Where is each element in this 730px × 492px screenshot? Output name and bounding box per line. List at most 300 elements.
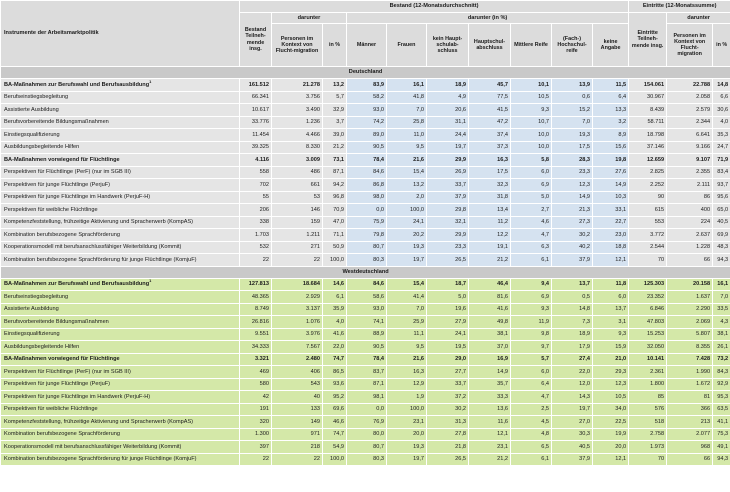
cell-value: 41,8 — [387, 91, 427, 104]
cell-value: 14,9 — [552, 191, 593, 204]
row-label — [1, 229, 240, 242]
cell-value: 13,7 — [552, 278, 593, 291]
darunter-header: darunter — [272, 13, 347, 24]
cell-value: 27,4 — [552, 353, 593, 366]
cell-value: 19,7 — [387, 453, 427, 466]
cell-value: 19,1 — [469, 241, 511, 254]
cell-value: 17,5 — [552, 141, 593, 154]
cell-value: 70 — [629, 254, 667, 267]
cell-value: 11.454 — [240, 129, 272, 142]
cell-value: 78,4 — [347, 154, 387, 167]
row-label — [1, 179, 240, 192]
cell-value: 94,3 — [713, 453, 730, 466]
cell-value: 7,0 — [713, 291, 730, 304]
cell-value: 55 — [240, 191, 272, 204]
cell-value: 4,5 — [511, 416, 552, 429]
cell-value: 84,6 — [347, 166, 387, 179]
cell-value: 2.579 — [667, 104, 713, 117]
cell-value: 27,8 — [427, 428, 469, 441]
cell-value: 19,7 — [387, 254, 427, 267]
row-label — [1, 403, 240, 416]
cell-value: 21,2 — [469, 254, 511, 267]
cell-value: 58,6 — [347, 291, 387, 304]
row-label-text: Berufseinstiegsbegleitung — [4, 94, 69, 101]
cell-value: 1.990 — [667, 366, 713, 379]
row-label — [1, 378, 240, 391]
row-label-text: Perspektiven für junge Flüchtlinge (PerjuF) — [4, 381, 111, 388]
cell-value: 26,5 — [427, 453, 469, 466]
cell-value: 12,3 — [593, 378, 629, 391]
row-label — [1, 328, 240, 341]
cell-value: 93,7 — [713, 179, 730, 192]
cell-value: 73,1 — [323, 154, 347, 167]
row-label-text: Berufsvorbereitende Bildungsmaßnahmen — [4, 119, 109, 126]
cell-value: 28,3 — [552, 154, 593, 167]
cell-value: 93,0 — [347, 303, 387, 316]
cell-value: 5,0 — [511, 191, 552, 204]
cell-value: 10,3 — [593, 191, 629, 204]
column-header: Mittlere Reife — [511, 24, 552, 67]
cell-value: 80,7 — [347, 441, 387, 454]
row-label-text: Kompetenzfeststellung, frühzeitige Aktivierung und Spracherwerb (KompAS) — [4, 418, 194, 425]
cell-value: 7,3 — [552, 316, 593, 329]
cell-value: 543 — [272, 378, 323, 391]
cell-value: 12,1 — [593, 453, 629, 466]
cell-value: 39,0 — [323, 129, 347, 142]
row-label-text: Perspektiven für junge Flüchtlinge (PerjuF) — [4, 181, 111, 188]
cell-value: 18,7 — [427, 278, 469, 291]
cell-value: 1.076 — [272, 316, 323, 329]
cell-value: 19,5 — [427, 341, 469, 354]
row-label-text: Berufseinstiegsbegleitung — [4, 293, 69, 300]
cell-value: 206 — [240, 204, 272, 217]
cell-value: 0,0 — [347, 403, 387, 416]
cell-value: 40,2 — [552, 241, 593, 254]
cell-value: 71,1 — [323, 229, 347, 242]
cell-value: 31,1 — [427, 116, 469, 129]
cell-value: 10,5 — [511, 91, 552, 104]
cell-value: 73,2 — [713, 353, 730, 366]
cell-value: 968 — [667, 441, 713, 454]
cell-value: 32.050 — [629, 341, 667, 354]
cell-value: 30.967 — [629, 91, 667, 104]
row-label — [1, 428, 240, 441]
row-label-text: Kombination berufsbezogene Sprachförderung — [4, 431, 120, 438]
cell-value: 9,5 — [387, 341, 427, 354]
cell-value: 6,5 — [511, 441, 552, 454]
cell-value: 29,0 — [427, 353, 469, 366]
row-label-text: Assistierte Ausbildung — [4, 106, 59, 113]
cell-value: 18,9 — [552, 328, 593, 341]
cell-value: 1.236 — [272, 116, 323, 129]
cell-value: 19,6 — [427, 303, 469, 316]
cell-value: 9,8 — [511, 328, 552, 341]
cell-value: 86,8 — [347, 179, 387, 192]
cell-value: 78,4 — [347, 353, 387, 366]
row-label — [1, 191, 240, 204]
column-header: in % — [323, 24, 347, 67]
cell-value: 1.300 — [240, 428, 272, 441]
cell-value: 80,7 — [347, 241, 387, 254]
cell-value: 35,7 — [469, 378, 511, 391]
cell-value: 5,7 — [323, 91, 347, 104]
cell-value: 30,6 — [713, 104, 730, 117]
cell-value: 22,0 — [323, 341, 347, 354]
bestand-group-header: Bestand (12-Monatsdurchschnitt) — [240, 1, 629, 13]
cell-value: 22 — [272, 453, 323, 466]
cell-value: 41,6 — [323, 328, 347, 341]
table-row — [1, 391, 730, 404]
cell-value: 8.330 — [272, 141, 323, 154]
cell-value: 406 — [272, 366, 323, 379]
cell-value: 15.253 — [629, 328, 667, 341]
cell-value: 11,8 — [593, 278, 629, 291]
cell-value: 26,9 — [427, 166, 469, 179]
cell-value: 320 — [240, 416, 272, 429]
cell-value: 74,2 — [347, 116, 387, 129]
section-header-row — [1, 67, 730, 79]
row-label — [1, 91, 240, 104]
cell-value: 47.803 — [629, 316, 667, 329]
cell-value: 29,9 — [427, 154, 469, 167]
cell-value: 9.166 — [667, 141, 713, 154]
cell-value: 5,7 — [511, 353, 552, 366]
row-label-text: Perspektiven für Flüchtlinge (PerF) (nur im SGB III) — [4, 368, 131, 375]
cell-value: 20.158 — [667, 278, 713, 291]
cell-value: 38,1 — [713, 328, 730, 341]
cell-value: 38,1 — [469, 328, 511, 341]
cell-value: 11,9 — [511, 316, 552, 329]
cell-value: 30,3 — [552, 428, 593, 441]
table-row — [1, 428, 730, 441]
cell-value: 9.107 — [667, 154, 713, 167]
cell-value: 3.772 — [629, 229, 667, 242]
cell-value: 15,4 — [387, 166, 427, 179]
cell-value: 4,8 — [511, 428, 552, 441]
cell-value: 3.976 — [272, 328, 323, 341]
cell-value: 33,7 — [427, 179, 469, 192]
cell-value: 22,5 — [593, 416, 629, 429]
column-header: (Fach-) Hochschul-reife — [552, 24, 593, 67]
row-label — [1, 391, 240, 404]
cell-value: 10,0 — [511, 141, 552, 154]
cell-value: 16,3 — [387, 366, 427, 379]
cell-value: 85 — [629, 391, 667, 404]
cell-value: 58.711 — [629, 116, 667, 129]
cell-value: 21.278 — [272, 79, 323, 92]
row-label — [1, 166, 240, 179]
row-label — [1, 216, 240, 229]
cell-value: 40,5 — [713, 216, 730, 229]
row-label — [1, 416, 240, 429]
cell-value: 5,0 — [427, 291, 469, 304]
table-header — [1, 1, 730, 67]
eintritte-group-header: Eintritte (12-Monatssumme) — [629, 1, 730, 13]
cell-value: 30,2 — [552, 229, 593, 242]
cell-value: 9,3 — [511, 104, 552, 117]
footnote-marker: 1 — [149, 78, 152, 84]
cell-value: 14,6 — [323, 278, 347, 291]
cell-value: 2.825 — [629, 166, 667, 179]
cell-value: 48.365 — [240, 291, 272, 304]
cell-value: 33,1 — [593, 204, 629, 217]
cell-value: 66.341 — [240, 91, 272, 104]
cell-value: 26,5 — [427, 254, 469, 267]
row-label — [1, 129, 240, 142]
cell-value: 32,3 — [469, 179, 511, 192]
table-row — [1, 241, 730, 254]
cell-value: 37,2 — [427, 391, 469, 404]
table-row — [1, 154, 730, 167]
row-label-text: Kombination berufsbezogene Sprachförderung für junge Flüchtlinge (KomjuF) — [4, 456, 197, 463]
cell-value: 159 — [272, 216, 323, 229]
cell-value: 0,6 — [552, 91, 593, 104]
cell-value: 29,9 — [427, 229, 469, 242]
cell-value: 366 — [667, 403, 713, 416]
cell-value: 40,5 — [552, 441, 593, 454]
cell-value: 80,0 — [347, 428, 387, 441]
cell-value: 47,2 — [469, 116, 511, 129]
cell-value: 161.512 — [240, 79, 272, 92]
cell-value: 1.703 — [240, 229, 272, 242]
cell-value: 13,9 — [552, 79, 593, 92]
section-title: Deutschland — [1, 67, 730, 79]
cell-value: 8.439 — [629, 104, 667, 117]
cell-value: 9,4 — [511, 278, 552, 291]
cell-value: 16,9 — [469, 353, 511, 366]
table-row — [1, 353, 730, 366]
cell-value: 58,2 — [347, 91, 387, 104]
row-label — [1, 154, 240, 167]
cell-value: 47,0 — [323, 216, 347, 229]
cell-value: 2.290 — [667, 303, 713, 316]
cell-value: 19,3 — [387, 241, 427, 254]
cell-value: 4.466 — [272, 129, 323, 142]
cell-value: 2.058 — [667, 91, 713, 104]
cell-value: 27,9 — [427, 316, 469, 329]
cell-value: 6,4 — [593, 91, 629, 104]
cell-value: 34,0 — [593, 403, 629, 416]
cell-value: 22.788 — [667, 79, 713, 92]
cell-value: 20,0 — [593, 441, 629, 454]
cell-value: 100,0 — [323, 254, 347, 267]
cell-value: 1.800 — [629, 378, 667, 391]
cell-value: 87,1 — [323, 166, 347, 179]
cell-value: 21,2 — [469, 453, 511, 466]
cell-value: 3.009 — [272, 154, 323, 167]
cell-value: 400 — [667, 204, 713, 217]
cell-value: 45,7 — [469, 79, 511, 92]
column-header: Personen im Kontext von Flucht-migration — [667, 24, 713, 67]
cell-value: 6,9 — [511, 179, 552, 192]
cell-value: 6,1 — [323, 291, 347, 304]
cell-value: 2.252 — [629, 179, 667, 192]
cell-value: 22,0 — [552, 366, 593, 379]
cell-value: 37,3 — [469, 141, 511, 154]
cell-value: 30,2 — [427, 403, 469, 416]
cell-value: 35,9 — [323, 303, 347, 316]
cell-value: 41,4 — [387, 291, 427, 304]
row-label — [1, 116, 240, 129]
cell-value: 532 — [240, 241, 272, 254]
column-header: Frauen — [387, 24, 427, 67]
cell-value: 14,9 — [469, 366, 511, 379]
cell-value: 29,3 — [593, 366, 629, 379]
cell-value: 6,3 — [511, 241, 552, 254]
cell-value: 2.929 — [272, 291, 323, 304]
row-label-text: Einstiegsqualifizierung — [4, 131, 60, 138]
table-row — [1, 303, 730, 316]
cell-value: 9,5 — [387, 141, 427, 154]
cell-value: 49,8 — [469, 316, 511, 329]
column-header: Personen im Kontext von Flucht-migration — [272, 24, 323, 67]
cell-value: 74,7 — [323, 353, 347, 366]
column-header: kein Haupt-schulab-schluss — [427, 24, 469, 67]
cell-value: 6.641 — [667, 129, 713, 142]
cell-value: 80,3 — [347, 254, 387, 267]
row-label — [1, 141, 240, 154]
cell-value: 37,9 — [427, 191, 469, 204]
cell-value: 32,1 — [427, 216, 469, 229]
cell-value: 23,1 — [387, 416, 427, 429]
cell-value: 1.973 — [629, 441, 667, 454]
cell-value: 75,9 — [347, 216, 387, 229]
cell-value: 21,0 — [593, 353, 629, 366]
row-label — [1, 254, 240, 267]
cell-value: 3.490 — [272, 104, 323, 117]
cell-value: 25,9 — [387, 316, 427, 329]
cell-value: 93,6 — [323, 378, 347, 391]
cell-value: 0,5 — [552, 291, 593, 304]
cell-value: 37,0 — [469, 341, 511, 354]
cell-value: 29,8 — [427, 204, 469, 217]
cell-value: 27,6 — [593, 166, 629, 179]
cell-value: 4.116 — [240, 154, 272, 167]
cell-value: 23,3 — [427, 241, 469, 254]
cell-value: 3.137 — [272, 303, 323, 316]
table-row — [1, 453, 730, 466]
table-row — [1, 104, 730, 117]
cell-value: 2.637 — [667, 229, 713, 242]
cell-value: 100,0 — [387, 204, 427, 217]
cell-value: 66 — [667, 254, 713, 267]
cell-value: 41,5 — [469, 104, 511, 117]
cell-value: 9,7 — [511, 341, 552, 354]
table-row — [1, 229, 730, 242]
cell-value: 213 — [667, 416, 713, 429]
column-header: Eintritte Teilneh-mende insg. — [629, 13, 667, 67]
cell-value: 26.816 — [240, 316, 272, 329]
table-row — [1, 291, 730, 304]
cell-value: 20,2 — [387, 229, 427, 242]
cell-value: 1.637 — [667, 291, 713, 304]
row-label-text: Einstiegsqualifizierung — [4, 331, 60, 338]
cell-value: 17,9 — [552, 341, 593, 354]
cell-value: 77,5 — [469, 91, 511, 104]
cell-value: 6,4 — [511, 378, 552, 391]
row-label-text: Perspektiven für junge Flüchtlinge im Handwerk (PerjuF-H) — [4, 194, 151, 201]
cell-value: 21,6 — [387, 154, 427, 167]
cell-value: 19,8 — [593, 154, 629, 167]
table-row — [1, 166, 730, 179]
cell-value: 1.672 — [667, 378, 713, 391]
cell-value: 9,3 — [593, 328, 629, 341]
cell-value: 11,1 — [387, 328, 427, 341]
cell-value: 14,9 — [593, 179, 629, 192]
cell-value: 23,1 — [469, 441, 511, 454]
cell-value: 6,9 — [511, 291, 552, 304]
cell-value: 32,9 — [323, 104, 347, 117]
cell-value: 37,4 — [469, 129, 511, 142]
cell-value: 24,1 — [387, 216, 427, 229]
cell-value: 93,0 — [347, 104, 387, 117]
cell-value: 23.352 — [629, 291, 667, 304]
cell-value: 13,4 — [469, 204, 511, 217]
cell-value: 12,1 — [593, 254, 629, 267]
cell-value: 3,2 — [593, 116, 629, 129]
instrument-column-header: Instrumente der Arbeitsmarktpolitik — [1, 1, 240, 67]
cell-value: 133 — [272, 403, 323, 416]
cell-value: 74,7 — [323, 428, 347, 441]
cell-value: 22 — [240, 254, 272, 267]
row-label-text: Ausbildungsbegleitende Hilfen — [4, 144, 80, 151]
cell-value: 42 — [240, 391, 272, 404]
cell-value: 33,7 — [427, 378, 469, 391]
cell-value: 146 — [272, 204, 323, 217]
cell-value: 224 — [667, 216, 713, 229]
cell-value: 81,6 — [469, 291, 511, 304]
cell-value: 22 — [240, 453, 272, 466]
table-row — [1, 179, 730, 192]
cell-value: 83,4 — [713, 166, 730, 179]
cell-value: 15,4 — [387, 278, 427, 291]
cell-value: 12.659 — [629, 154, 667, 167]
cell-value: 127.813 — [240, 278, 272, 291]
table-row — [1, 341, 730, 354]
cell-value: 469 — [240, 366, 272, 379]
cell-value: 27,0 — [552, 416, 593, 429]
cell-value: 95,3 — [713, 391, 730, 404]
cell-value: 17,5 — [469, 166, 511, 179]
cell-value: 2.480 — [272, 353, 323, 366]
cell-value: 95,2 — [323, 391, 347, 404]
table-row — [1, 254, 730, 267]
cell-value: 65,0 — [713, 204, 730, 217]
cell-value: 6,0 — [593, 291, 629, 304]
cell-value: 6,0 — [511, 366, 552, 379]
cell-value: 2.544 — [629, 241, 667, 254]
cell-value: 10,0 — [511, 129, 552, 142]
cell-value: 6,1 — [511, 254, 552, 267]
section-title: Westdeutschland — [1, 266, 730, 278]
row-label-text: Perspektiven für Flüchtlinge (PerF) (nur im SGB III) — [4, 169, 131, 176]
column-header: Männer — [347, 24, 387, 67]
table-row — [1, 191, 730, 204]
cell-value: 4,3 — [713, 316, 730, 329]
column-header: Hauptschul-abschluss — [469, 24, 511, 67]
cell-value: 90 — [629, 191, 667, 204]
cell-value: 9,3 — [511, 303, 552, 316]
cell-value: 79,8 — [347, 229, 387, 242]
cell-value: 18.798 — [629, 129, 667, 142]
cell-value: 661 — [272, 179, 323, 192]
cell-value: 7,0 — [387, 104, 427, 117]
cell-value: 49,1 — [713, 441, 730, 454]
cell-value: 19,3 — [387, 441, 427, 454]
cell-value: 69,6 — [323, 403, 347, 416]
cell-value: 22,7 — [593, 216, 629, 229]
row-label-text: BA-Maßnahmen vorwiegend für Flüchtlinge — [4, 156, 120, 163]
